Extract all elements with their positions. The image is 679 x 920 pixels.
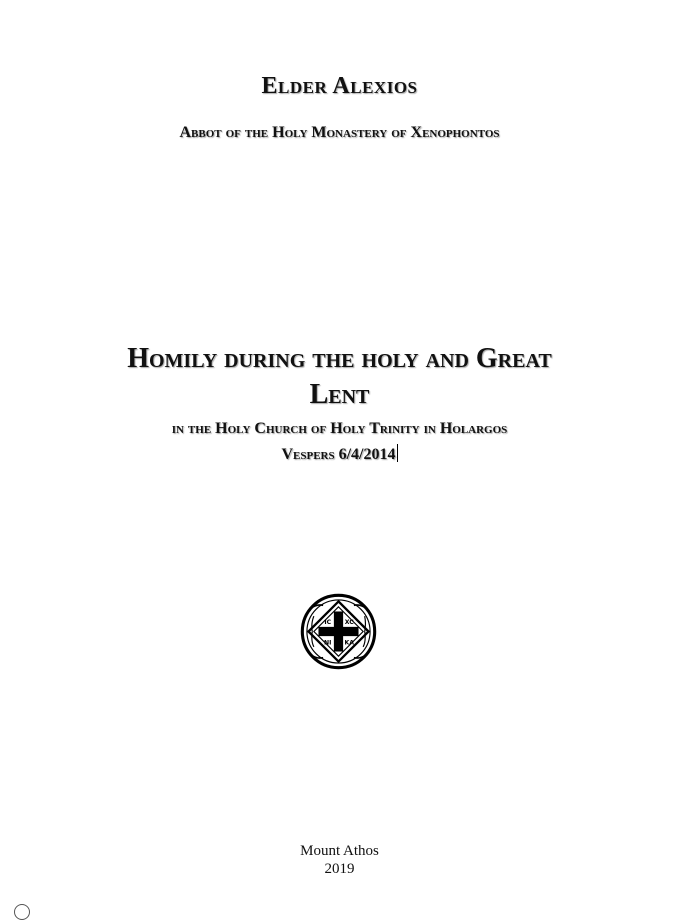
author-name: Elder Alexios bbox=[261, 73, 418, 99]
author-role: Abbot of the Holy Monastery of Xenophontos bbox=[179, 124, 500, 141]
page-corner-mark bbox=[14, 904, 30, 920]
svg-text:XC: XC bbox=[344, 618, 354, 626]
date-line: Vespers 6/4/2014 bbox=[281, 446, 396, 463]
footer-place: Mount Athos bbox=[300, 843, 379, 859]
footer-year: 2019 bbox=[324, 861, 355, 877]
date-line-container bbox=[0, 444, 679, 464]
svg-text:NI: NI bbox=[323, 639, 332, 647]
title-line-1: Homily during the holy and Great bbox=[127, 343, 552, 374]
title-line-2: Lent bbox=[309, 379, 370, 410]
venue-line: in the Holy Church of Holy Trinity in Holargos bbox=[171, 420, 508, 437]
monastery-cross-seal-icon bbox=[300, 593, 377, 670]
svg-text:IC: IC bbox=[324, 618, 332, 626]
text-cursor bbox=[397, 444, 398, 462]
svg-text:KA: KA bbox=[344, 639, 355, 647]
